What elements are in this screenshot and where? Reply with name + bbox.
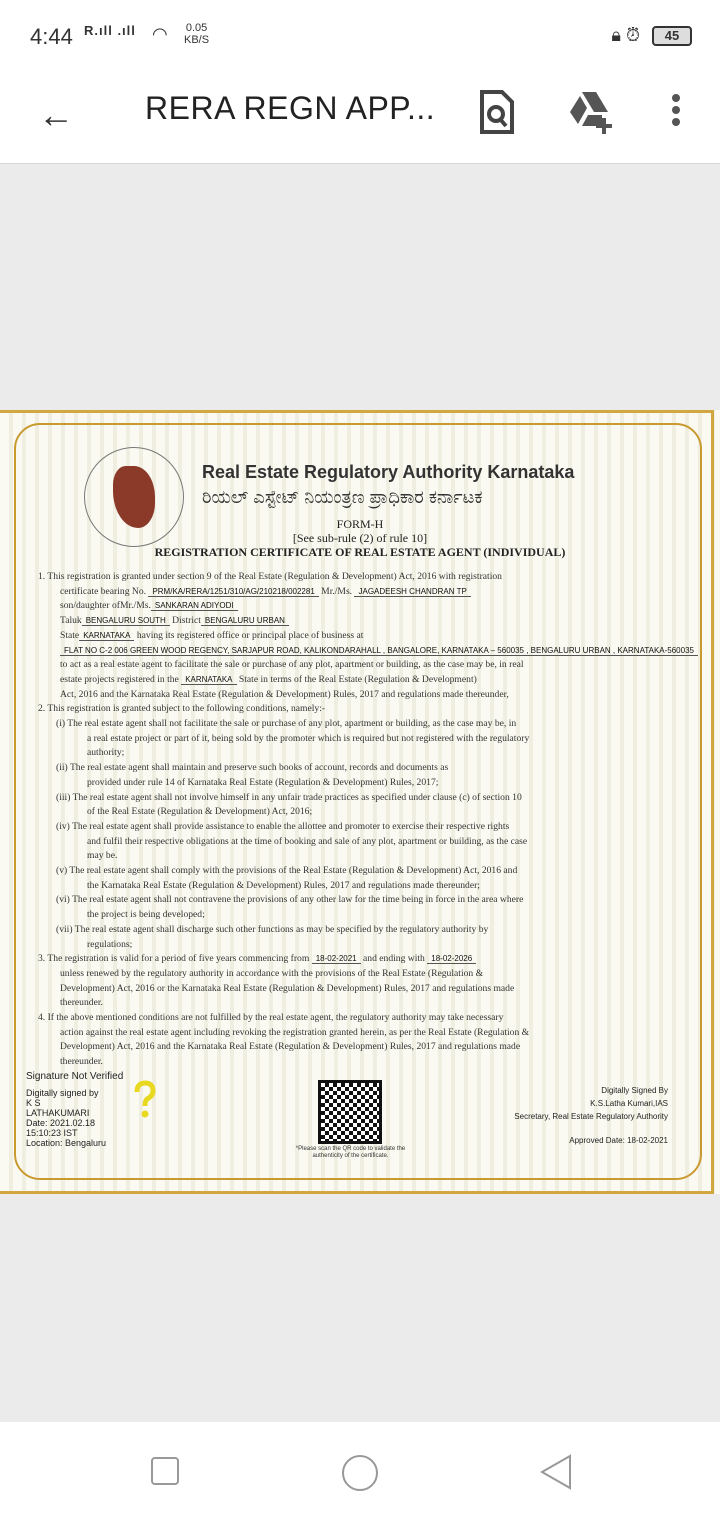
line-text: of the Real Estate (Regulation & Development) Act, 2016; <box>87 806 313 818</box>
line-text: (ii) The real estate agent shall maintain and preserve such books of account, records and documents as <box>56 762 449 774</box>
certificate-line <box>60 600 238 611</box>
qr-code <box>318 1080 382 1144</box>
filled-field: SANKARAN ADIYODI <box>151 601 238 611</box>
certificate-line <box>87 909 205 920</box>
form-label: FORM-H <box>336 517 384 531</box>
line-text: a real estate project or part of it, being sold by the promoter which is required but not registered with the regulatory <box>87 732 530 744</box>
drive-add-icon[interactable] <box>568 90 616 134</box>
status-bar <box>0 0 720 70</box>
certificate-line <box>60 645 698 656</box>
document-title: RERA REGN APP... <box>145 90 436 126</box>
certificate-line <box>56 894 523 905</box>
line-text: (iv) The real estate agent shall provide assistance to enable the allottee and promoter to exercise their respective rights <box>56 820 510 832</box>
wifi-icon: ◠ <box>152 24 168 44</box>
line-text: the Karnataka Real Estate (Regulation & Development) Rules, 2017 and regulations made thereunder; <box>87 879 480 891</box>
line-text: having its registered office or principal place of business at <box>134 629 364 641</box>
certificate-line <box>87 939 132 950</box>
sig-line: Digitally signed by <box>26 1088 99 1098</box>
filled-field: BENGALURU URBAN <box>201 616 289 626</box>
filled-field: FLAT NO C-2 006 GREEN WOOD REGENCY, SARJAPUR ROAD, KALIKONDARAHALL , BANGALORE, KARNATAKA – 560035 , BENGALURU URBAN , KARNATAKA-560035 <box>60 646 698 656</box>
speed-unit: KB/S <box>184 34 210 46</box>
certificate-line <box>38 571 502 582</box>
sig-line: Date: 2021.02.18 <box>26 1118 96 1128</box>
line-text: action against the real estate agent including revoking the registration granted herein, as per the Real Estate (Regulation & <box>60 1026 530 1038</box>
line-text: Development) Act, 2016 and the Karnataka Real Estate (Regulation & Development) Rules, 2017 and regulations made <box>60 1041 521 1053</box>
certificate-line <box>87 733 529 744</box>
certificate-line <box>60 659 524 670</box>
certificate-line <box>60 968 483 979</box>
filled-field: PRM/KA/RERA/1251/310/AG/210218/002281 <box>148 587 318 597</box>
certificate-line <box>60 586 471 597</box>
line-text: State in terms of the Real Estate (Regulation & Development) <box>236 673 477 685</box>
certificate-line <box>56 792 522 803</box>
signal-icon: R.ıll .ıll <box>84 23 136 38</box>
certificate-line <box>60 1041 520 1052</box>
certificate-line <box>60 997 103 1008</box>
approved-date: Approved Date: 18-02-2021 <box>569 1136 668 1145</box>
certificate-line <box>60 689 509 700</box>
certificate-line <box>87 806 312 817</box>
certificate-line <box>56 865 517 876</box>
certificate-line <box>60 983 514 994</box>
line-text: certificate bearing No. <box>60 585 149 597</box>
certificate-line <box>60 674 477 685</box>
certificate-line <box>56 762 448 773</box>
line-text: and ending with <box>360 953 428 965</box>
unverified-question-icon <box>132 1080 158 1120</box>
filled-field: KARNATAKA <box>181 675 236 685</box>
line-text: 4. If the above mentioned conditions are not fulfilled by the real estate agent, the regulatory authority may take necessary <box>38 1012 504 1023</box>
authority-name-en: Real Estate Regulatory Authority Karnataka <box>202 462 575 482</box>
network-speed <box>184 22 209 46</box>
line-text: regulations; <box>87 938 133 950</box>
filled-field: BENGALURU SOUTH <box>82 616 170 626</box>
line-text: 2. This registration is granted subject to the following conditions, namely:- <box>38 703 326 715</box>
line-text: 3. The registration is valid for a period of five years commencing from <box>38 953 312 965</box>
certificate-line <box>56 821 509 832</box>
line-text: son/daughter ofMr./Ms. <box>60 600 151 612</box>
line-text: estate projects registered in the <box>60 673 182 685</box>
line-text: (vi) The real estate agent shall not contravene the provisions of any other law for the time being in force in the area where <box>56 894 524 906</box>
line-text: District <box>169 615 201 627</box>
line-text: Act, 2016 and the Karnataka Real Estate (Regulation & Development) Rules, 2017 and regulations made thereunder, <box>60 688 509 700</box>
more-vert-icon[interactable] <box>668 92 684 132</box>
certificate-line <box>38 1012 503 1023</box>
line-text: Mr./Ms. <box>318 585 355 597</box>
line-text: authority; <box>87 747 125 759</box>
line-text: (i) The real estate agent shall not facilitate the sale or purchase of any plot, apartment or building, as the case may be, in <box>56 718 517 729</box>
signature-details <box>26 1088 106 1148</box>
clock: 4:44 <box>30 24 73 49</box>
signatory-name: K.S.Latha Kumari,IAS <box>590 1099 668 1108</box>
line-text: Taluk <box>60 615 82 627</box>
filled-field: 18-02-2026 <box>427 954 476 964</box>
certificate-line <box>56 718 516 729</box>
line-text: and fulfil their respective obligations at the time of booking and sale of any plot, apartment or building, as the case <box>87 835 528 847</box>
signature-status: Signature Not Verified <box>26 1071 124 1082</box>
authority-name-kn: ರಿಯಲ್ ಎಸ್ಟೇಟ್ ನಿಯಂತ್ರಣ ಪ್ರಾಧಿಕಾರ ಕರ್ನಾಟಕ <box>202 487 483 507</box>
alarm-icon: 🔒︎ ⏰︎ <box>611 25 640 45</box>
line-text: the project is being developed; <box>87 909 205 921</box>
certificate-line <box>60 1027 529 1038</box>
certificate-heading: REGISTRATION CERTIFICATE OF REAL ESTATE AGENT (INDIVIDUAL) <box>154 545 566 559</box>
certificate-line <box>38 953 476 964</box>
filled-field: JAGADEESH CHANDRAN TP <box>354 587 470 597</box>
line-text: (v) The real estate agent shall comply with the provisions of the Real Estate (Regulation & Development) Act, 2016 and <box>56 865 518 876</box>
line-text: to act as a real estate agent to facilitate the sale or purchase of any plot, apartment or building, as the case may be, in real <box>60 659 524 671</box>
certificate-line <box>60 630 363 641</box>
sig-line: 15:10:23 IST <box>26 1128 78 1138</box>
app-toolbar <box>0 70 720 164</box>
line-text: provided under rule 14 of Karnataka Real Estate (Regulation & Development) Rules, 2017; <box>87 776 439 788</box>
line-text: 1. This registration is granted under section 9 of the Real Estate (Regulation & Development) Act, 2016 with registration <box>38 571 502 582</box>
line-text: (vii) The real estate agent shall discharge such other functions as may be specified by the regulatory authority by <box>56 923 489 935</box>
filled-field: 18-02-2021 <box>312 954 361 964</box>
line-text: thereunder. <box>60 997 103 1009</box>
line-text: Development) Act, 2016 or the Karnataka Real Estate (Regulation & Development) Rules, 2017 and regulations made <box>60 982 515 994</box>
line-text: may be. <box>87 850 118 862</box>
sig-line: K S <box>26 1098 41 1108</box>
recents-square-icon[interactable] <box>150 1456 180 1486</box>
sub-rule: [See sub-rule (2) of rule 10] <box>292 531 428 545</box>
back-triangle-icon[interactable] <box>538 1454 574 1490</box>
line-text: thereunder. <box>60 1056 103 1068</box>
line-text: (iii) The real estate agent shall not involve himself in any unfair trade practices as specified under clause (c) of section 10 <box>56 791 522 803</box>
signed-by-label: Digitally Signed By <box>601 1086 668 1095</box>
certificate-line <box>38 703 325 714</box>
home-circle-icon[interactable] <box>341 1454 379 1492</box>
line-text: State <box>60 629 80 641</box>
back-arrow-icon[interactable]: ← <box>38 94 74 135</box>
search-document-icon[interactable] <box>478 90 514 134</box>
certificate-line <box>60 1056 103 1067</box>
certificate-line <box>87 747 124 758</box>
certificate-line <box>87 836 527 847</box>
certificate-line <box>87 850 117 861</box>
sig-line: Location: Bengaluru <box>26 1138 107 1148</box>
line-text: unless renewed by the regulatory authority in accordance with the provisions of the Real Estate (Regulation & <box>60 967 484 979</box>
qr-note: *Please scan the QR code to validate the authenticity of the certificate. <box>295 1146 406 1159</box>
certificate-line <box>60 615 289 626</box>
filled-field: KARNATAKA <box>79 631 134 641</box>
battery-icon: 45 <box>652 26 692 46</box>
sig-line: LATHAKUMARI <box>26 1108 90 1118</box>
signatory-title: Secretary, Real Estate Regulatory Authority <box>514 1112 668 1121</box>
certificate-line <box>87 777 438 788</box>
speed-value: 0.05 <box>185 22 208 34</box>
certificate-line <box>56 924 488 935</box>
navigation-bar <box>0 1422 720 1520</box>
certificate-line <box>87 880 480 891</box>
